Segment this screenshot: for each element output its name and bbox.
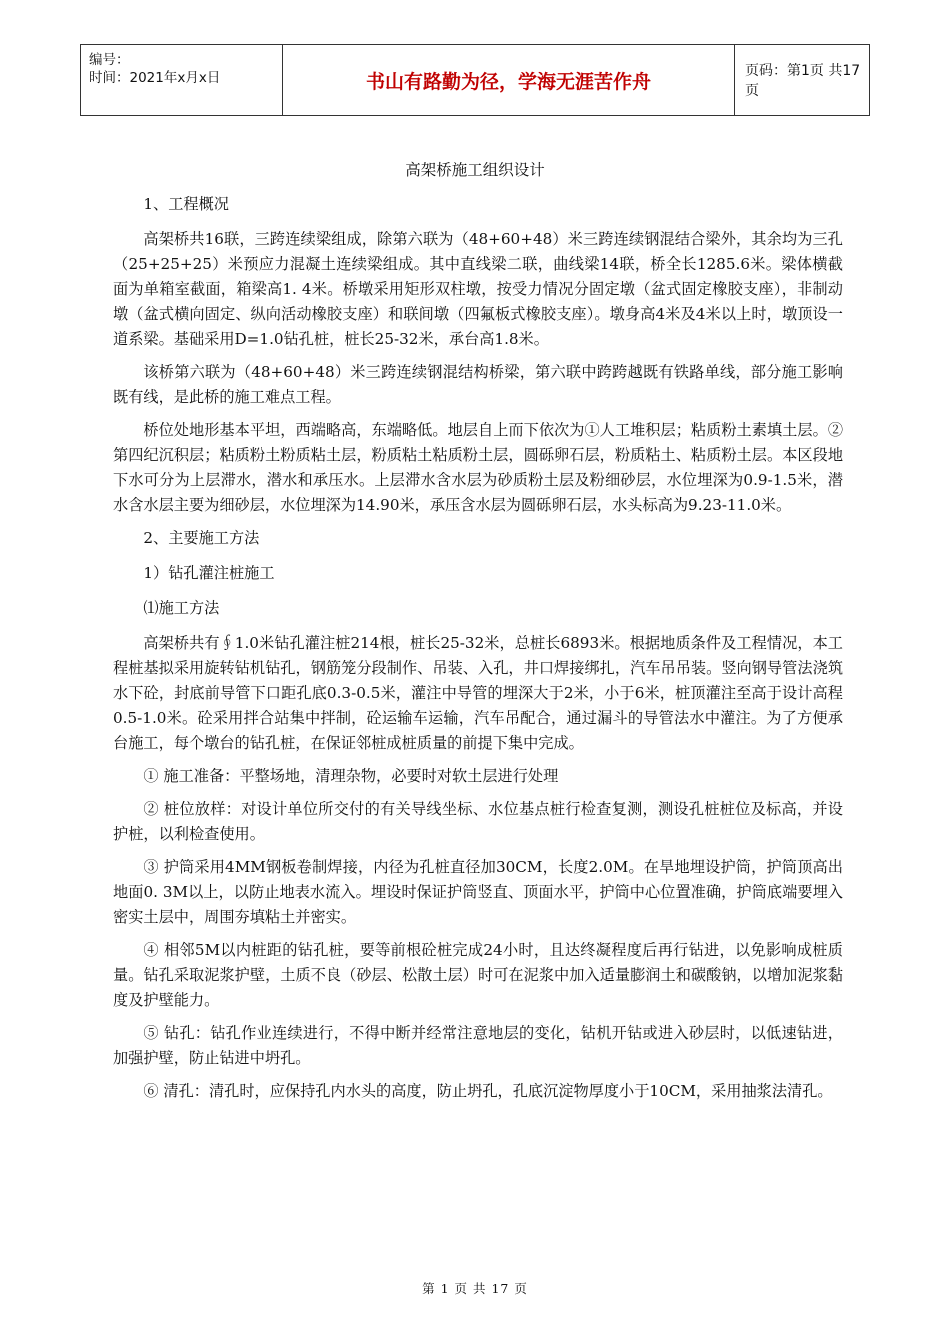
list-item: ② 桩位放样：对设计单位所交付的有关导线坐标、水位基点桩行检查复测，测设孔桩桩位及标高，并设护桩，以利检查使用。 <box>113 800 843 843</box>
document-number-label: 编号： <box>89 52 130 68</box>
header-meta <box>81 45 283 115</box>
header-page-info: 页码：第1页 共17页 <box>745 63 861 99</box>
list-item: ④ 相邻5M以内桩距的钻孔桩，要等前根砼桩完成24小时，且达终凝程度后再行钻进，以免影响成桩质量。钻孔采取泥浆护壁，土质不良（砂层、松散土层）时可在泥浆中加入适量膨润土和碳酸钠，以增加泥浆黏度及护壁能力。 <box>113 941 843 1009</box>
subsection-heading: ⑴施工方法 <box>143 599 220 617</box>
section-heading: 1、工程概况 <box>143 195 229 213</box>
header-motto: 书山有路勤为径，学海无涯苦作舟 <box>283 45 735 115</box>
document-title: 高架桥施工组织设计 <box>405 161 545 179</box>
section-heading: 2、主要施工方法 <box>143 529 260 547</box>
document-body <box>113 192 843 1112</box>
paragraph: 高架桥共有∮1.0米钻孔灌注桩214根，桩长25-32米，总桩长6893米。根据地质条件及工程情况，本工程桩基拟采用旋转钻机钻孔，钢筋笼分段制作、吊装、入孔，井口焊接绑扎，汽车吊吊装。竖向钢导管法浇筑水下砼，封底前导管下口距孔底0.3-0.5米，灌注中导管的埋深大于2米，小于6米，桩顶灌注至高于设计高程0.5-1.0米。砼采用拌合站集中拌制，砼运输车运输，汽车吊配合，通过漏斗的导管法水中灌注。为了方便承台施工，每个墩台的钻孔桩，在保证邻桩成桩质量的前提下集中完成。 <box>113 634 843 752</box>
page-footer: 第 1 页 共 17 页 <box>422 1281 528 1296</box>
paragraph: 高架桥共16联，三跨连续梁组成，除第六联为（48+60+48）米三跨连续钢混结合梁外，其余均为三孔（25+25+25）米预应力混凝土连续梁组成。其中直线梁二联，曲线梁14联，桥全长1285.6米。梁体横截面为单箱室截面，箱梁高1. 4米。桥墩采用矩形双柱墩，按受力情况分固定墩（盆式固定橡胶支座），非制动墩（盆式横向固定、纵向活动橡胶支座）和联间墩（四氟板式橡胶支座）。墩身高4米及4米以上时，墩顶设一道系梁。基础采用D=1.0钻孔桩，桩长25-32米，承台高1.8米。 <box>113 230 843 348</box>
paragraph: 桥位处地形基本平坦，西端略高，东端略低。地层自上而下依次为①人工堆积层；粘质粉土素填土层。②第四纪沉积层；粘质粉土粉质粘土层，粉质粘土粘质粉土层，圆砾卵石层，粉质粘土、粘质粉土层。本区段地下水可分为上层滞水，潜水和承压水。上层滞水含水层为砂质粉土层及粉细砂层，水位埋深为0.9-1.5米，潜水含水层主要为细砂层，水位埋深为14.90米，承压含水层为圆砾卵石层，水头标高为9.23-11.0米。 <box>113 421 843 514</box>
list-item: ⑥ 清孔：清孔时，应保持孔内水头的高度，防止坍孔，孔底沉淀物厚度小于10CM，采用抽浆法清孔。 <box>143 1082 833 1100</box>
subsection-heading: 1）钻孔灌注桩施工 <box>143 564 275 582</box>
list-item: ① 施工准备：平整场地，清理杂物，必要时对软土层进行处理 <box>143 767 559 785</box>
list-item: ⑤ 钻孔：钻孔作业连续进行，不得中断并经常注意地层的变化，钻机开钻或进入砂层时，以低速钻进，加强护壁，防止钻进中坍孔。 <box>113 1024 843 1067</box>
document-time-label: 时间：2021年x月x日 <box>89 70 221 86</box>
document-header <box>80 44 870 116</box>
paragraph: 该桥第六联为（48+60+48）米三跨连续钢混结构桥梁，第六联中跨跨越既有铁路单线，部分施工影响既有线，是此桥的施工难点工程。 <box>113 363 843 406</box>
list-item: ③ 护筒采用4MM钢板卷制焊接，内径为孔桩直径加30CM，长度2.0M。在旱地埋设护筒，护筒顶高出地面0. 3M以上，以防止地表水流入。埋设时保证护筒竖直、顶面水平，护筒中心位置准确，护筒底端要埋入密实土层中，周围夯填粘土并密实。 <box>113 858 843 926</box>
